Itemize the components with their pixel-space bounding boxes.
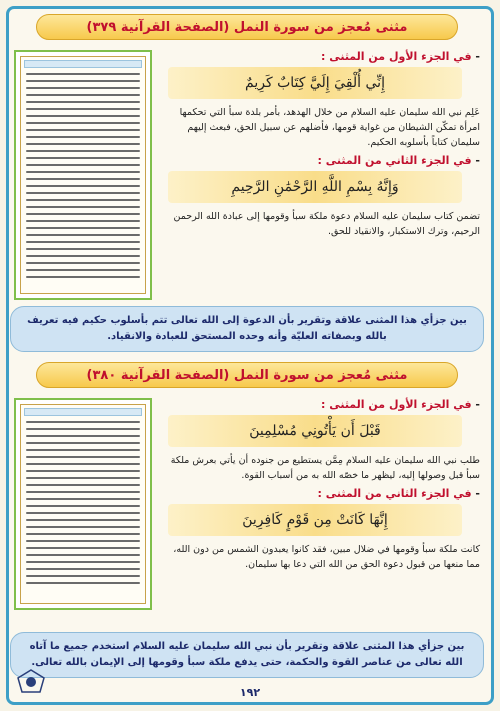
part1-explanation: طلب نبي الله سليمان عليه السلام مِمَّن يستطيع من جنوده أن يأتي بعرش ملكة سبأ قبل وصولها إليه، ليظهر ما خصّه الله به من أسباب القوة. xyxy=(170,455,480,481)
part2-verse: إِنَّهَا كَانَتْ مِن قَوْمٍ كَافِرِينَ xyxy=(168,504,462,536)
part1-heading: - في الجزء الأول من المثنى : xyxy=(320,50,480,63)
part2-heading: - في الجزء الثاني من المثنى : xyxy=(317,487,480,500)
section-title: مثنى مُعجز من سورة النمل (الصفحة القرآنية ٣٧٩) xyxy=(36,14,458,40)
part1-verse: إِنِّي أُلْقِيَ إِلَيَّ كِتَابٌ كَرِيمٌ xyxy=(168,67,462,99)
section-380 xyxy=(10,362,484,682)
part2-heading: - في الجزء الثاني من المثنى : xyxy=(317,154,480,167)
section-379 xyxy=(10,14,484,354)
part2-explanation: تضمن كتاب سليمان عليه السلام دعوة ملكة سبأ وقومها إلى عبادة الله الرحمن الرحيم، وترك الاستكبار، والانقياد للحق. xyxy=(173,211,480,237)
section-content xyxy=(160,396,480,576)
quran-page-thumbnail xyxy=(14,398,152,610)
part1-explanation: عَلِم نبي الله سليمان عليه السلام من خلال الهدهد، بأمر بلدة سبأ التي تحكمها امرأة تمكّن الشيطان من غواية قومها، فأضلهم عن سبيل الحق، فبعث إليهم سليمان كتاباً بأسلوبه الحكيم. xyxy=(179,107,480,148)
section-title: مثنى مُعجز من سورة النمل (الصفحة القرآنية ٣٨٠) xyxy=(36,362,458,388)
summary-box: بين جزأي هذا المثنى علاقة وتقرير بأن الدعوة إلى الله تعالى تتم بأسلوب حكيم فيه تعريف بالله وبصفاته العليّة وأنه وحده المستحق للعبادة والانقياد. xyxy=(10,306,484,352)
summary-box: بين جزأي هذا المثنى علاقة وتقرير بأن نبي الله سليمان عليه السلام استخدم جميع ما آتاه الله تعالى من عناصر القوة والحكمة، حتى يدفع ملكة سبأ وقومها إلى الإيمان بالله تعالى. xyxy=(10,632,484,678)
part1-verse: قَبْلَ أَن يَأْتُونِي مُسْلِمِينَ xyxy=(168,415,462,447)
part2-verse: وَإِنَّهُ بِسْمِ اللَّهِ الرَّحْمَٰنِ الرَّحِيمِ xyxy=(168,171,462,203)
part1-heading: - في الجزء الأول من المثنى : xyxy=(320,398,480,411)
quran-page-thumbnail xyxy=(14,50,152,300)
part2-explanation: كانت ملكة سبأ وقومها في ضلال مبين، فقد كانوا يعبدون الشمس من دون الله، مما منعها من قبول دعوة الحق من الله التي دعا بها سليمان. xyxy=(173,544,480,570)
section-content xyxy=(160,48,480,243)
page-number: ١٩٢ xyxy=(239,686,261,699)
